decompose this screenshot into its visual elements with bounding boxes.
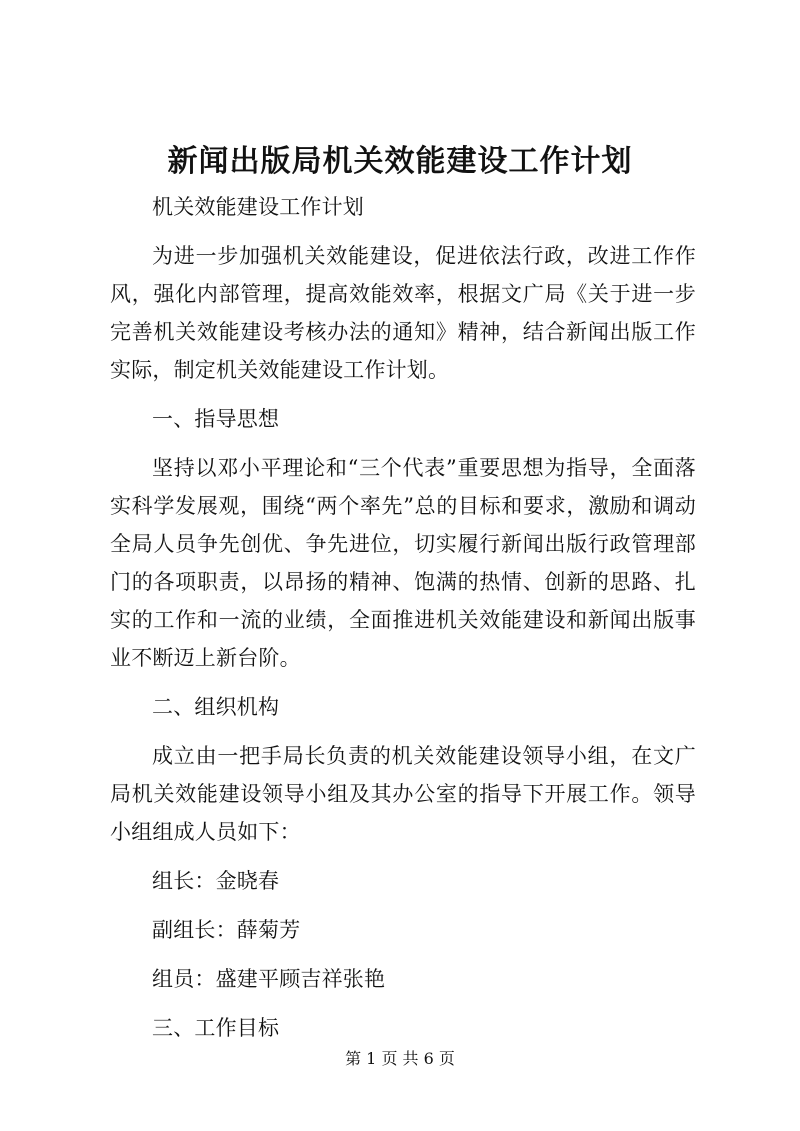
document-body bbox=[110, 188, 696, 1047]
deputy-leader-line: 副组长：薛菊芳 bbox=[152, 918, 301, 942]
team-leader-line: 组长：金晓春 bbox=[152, 869, 280, 893]
guiding-ideology-paragraph: 坚持以邓小平理论和“三个代表”重要思想为指导，全面落实科学发展观，围绕“两个率先”总的目标和要求，激励和调动全局人员争先创优、争先进位，切实履行新闻出版行政管理部门的各项职责，以昂扬的精神、饱满的热情、创新的思路、扎实的工作和一流的业绩，全面推进机关效能建设和新闻出版事业不断迈上新台阶。 bbox=[110, 456, 696, 670]
team-members-line: 组员：盛建平顾吉祥张艳 bbox=[152, 967, 386, 991]
section-heading-organization: 二、组织机构 bbox=[152, 695, 280, 719]
document-title: 新闻出版局机关效能建设工作计划 bbox=[167, 144, 633, 179]
section-heading-work-goals: 三、工作目标 bbox=[152, 1016, 280, 1040]
subtitle-paragraph: 机关效能建设工作计划 bbox=[152, 195, 364, 219]
intro-paragraph: 为进一步加强机关效能建设，促进依法行政，改进工作作风，强化内部管理，提高效能效率，根据文广局《关于进一步完善机关效能建设考核办法的通知》精神，结合新闻出版工作实际，制定机关效能建设工作计划。 bbox=[110, 244, 696, 382]
organization-paragraph: 成立由一把手局长负责的机关效能建设领导小组，在文广局机关效能建设领导小组及其办公室的指导下开展工作。领导小组组成人员如下： bbox=[110, 744, 696, 844]
section-heading-guiding-ideology: 一、指导思想 bbox=[152, 407, 280, 431]
page-footer: 第 1 页 共 6 页 bbox=[345, 1049, 455, 1068]
